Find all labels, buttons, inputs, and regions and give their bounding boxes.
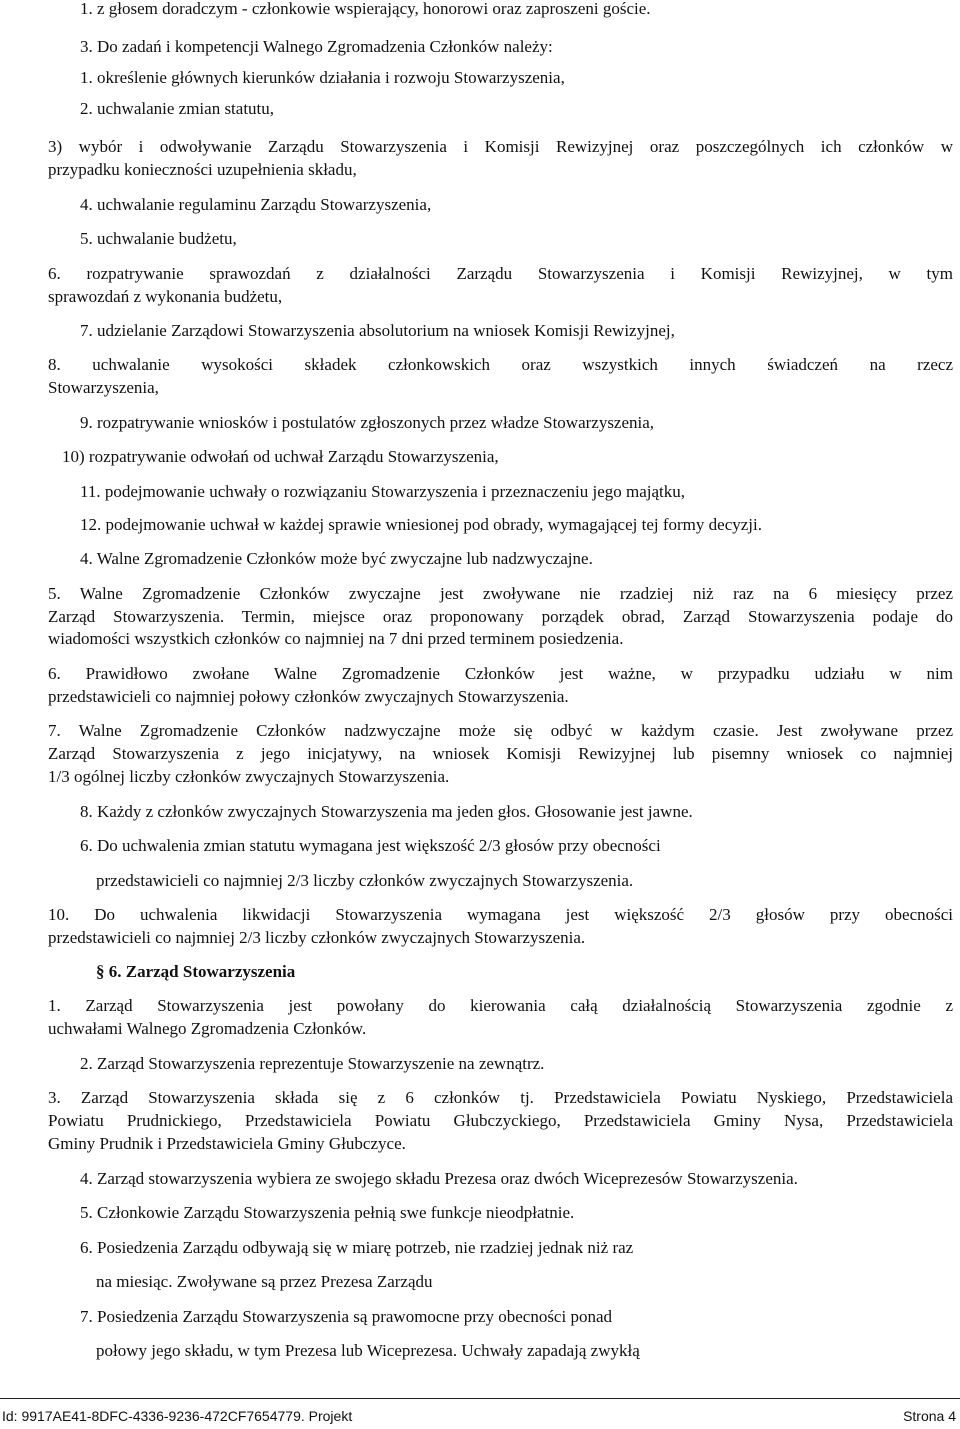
text-line: 4. Walne Zgromadzenie Członków może być zwyczajne lub nadzwyczajne. [80,549,593,568]
text-line-justified: 7. Walne Zgromadzenie Członków nadzwyczajne może się odbyć w każdym czasie. Jest zwoływane przez [48,721,953,740]
text-line: 1. określenie głównych kierunków działania i rozwoju Stowarzyszenia, [80,68,565,87]
footer-divider [0,1398,960,1399]
text-line: przypadku konieczności uzupełnienia składu, [48,160,357,179]
text-line: 4. uchwalanie regulaminu Zarządu Stowarzyszenia, [80,195,432,214]
section-heading: § 6. Zarząd Stowarzyszenia [96,962,296,981]
text-line: 12. podejmowanie uchwał w każdej sprawie wniesionej pod obrady, wymagającej tej formy decyzji. [80,515,762,534]
text-line: 10) rozpatrywanie odwołań od uchwał Zarządu Stowarzyszenia, [62,447,499,466]
text-line: połowy jego składu, w tym Prezesa lub Wiceprezesa. Uchwały zapadają zwykłą [96,1341,640,1360]
text-line-justified: 3. Zarząd Stowarzyszenia składa się z 6 członków tj. Przedstawiciela Powiatu Nyskiego, Przedstawiciela [48,1088,953,1107]
text-line-justified: 6. Prawidłowo zwołane Walne Zgromadzenie Członków jest ważne, w przypadku udziału w nim [48,664,953,683]
text-line: 6. Do uchwalenia zmian statutu wymagana jest większość 2/3 głosów przy obecności [80,836,661,855]
text-line-justified: 6. rozpatrywanie sprawozdań z działalności Zarządu Stowarzyszenia i Komisji Rewizyjnej, w tym [48,264,953,283]
text-line-justified: Zarząd Stowarzyszenia. Termin, miejsce oraz proponowany porządek obrad, Zarząd Stowarzyszenia podaje do [48,607,953,626]
text-line: 7. udzielanie Zarządowi Stowarzyszenia absolutorium na wniosek Komisji Rewizyjnej, [80,321,675,340]
text-line: przedstawicieli co najmniej 2/3 liczby członków zwyczajnych Stowarzyszenia. [48,928,586,947]
text-line-justified: 1. Zarząd Stowarzyszenia jest powołany do kierowania całą działalnością Stowarzyszenia zgodnie z [48,996,953,1015]
text-line: 9. rozpatrywanie wniosków i postulatów zgłoszonych przez władze Stowarzyszenia, [80,413,655,432]
text-line: Gminy Prudnik i Przedstawiciela Gminy Głubczyce. [48,1134,406,1153]
text-line: uchwałami Walnego Zgromadzenia Członków. [48,1019,367,1038]
text-line-justified: 3) wybór i odwoływanie Zarządu Stowarzyszenia i Komisji Rewizyjnej oraz poszczególnych ich członków w [48,137,953,156]
text-line: wiadomości wszystkich członków co najmniej na 7 dni przed terminem posiedzenia. [48,629,624,648]
text-line: 8. Każdy z członków zwyczajnych Stowarzyszenia ma jeden głos. Głosowanie jest jawne. [80,802,693,821]
text-line-justified: 8. uchwalanie wysokości składek członkowskich oraz wszystkich innych świadczeń na rzecz [48,355,953,374]
footer-document-id: Id: 9917AE41-8DFC-4336-9236-472CF7654779. Projekt [2,1408,353,1424]
text-line: przedstawicieli co najmniej 2/3 liczby członków zwyczajnych Stowarzyszenia. [96,871,634,890]
text-line: 11. podejmowanie uchwały o rozwiązaniu Stowarzyszenia i przeznaczeniu jego majątku, [80,482,685,501]
text-line: na miesiąc. Zwoływane są przez Prezesa Zarządu [96,1272,433,1291]
footer-page-number: Strona 4 [903,1408,956,1424]
text-line: Stowarzyszenia, [48,378,159,397]
text-line: 5. Członkowie Zarządu Stowarzyszenia pełnią swe funkcje nieodpłatnie. [80,1203,575,1222]
text-line-justified: Zarząd Stowarzyszenia z jego inicjatywy, na wniosek Komisji Rewizyjnej lub pisemny wniosek co najmniej [48,744,953,763]
text-line: 4. Zarząd stowarzyszenia wybiera ze swojego składu Prezesa oraz dwóch Wiceprezesów Stowarzyszenia. [80,1169,798,1188]
text-line: 2. uchwalanie zmian statutu, [80,99,275,118]
text-line-justified: 5. Walne Zgromadzenie Członków zwyczajne jest zwoływane nie rzadziej niż raz na 6 miesięcy przez [48,584,953,603]
text-line: 3. Do zadań i kompetencji Walnego Zgromadzenia Członków należy: [80,37,553,56]
text-line: 1/3 ogólnej liczby członków zwyczajnych Stowarzyszenia. [48,767,450,786]
text-line: 2. Zarząd Stowarzyszenia reprezentuje Stowarzyszenie na zewnątrz. [80,1054,545,1073]
text-line: 7. Posiedzenia Zarządu Stowarzyszenia są prawomocne przy obecności ponad [80,1307,612,1326]
text-line: 5. uchwalanie budżetu, [80,229,237,248]
text-line: 1. z głosem doradczym - członkowie wspierający, honorowi oraz zaproszeni goście. [80,0,651,18]
text-line: sprawozdań z wykonania budżetu, [48,287,283,306]
text-line-justified: 10. Do uchwalenia likwidacji Stowarzyszenia wymagana jest większość 2/3 głosów przy obecności [48,905,953,924]
text-line: 6. Posiedzenia Zarządu odbywają się w miarę potrzeb, nie rzadziej jednak niż raz [80,1238,634,1257]
text-line: przedstawicieli co najmniej połowy członków zwyczajnych Stowarzyszenia. [48,687,569,706]
text-line-justified: Powiatu Prudnickiego, Przedstawiciela Powiatu Głubczyckiego, Przedstawiciela Gminy Nysa, Przedstawiciela [48,1111,953,1130]
